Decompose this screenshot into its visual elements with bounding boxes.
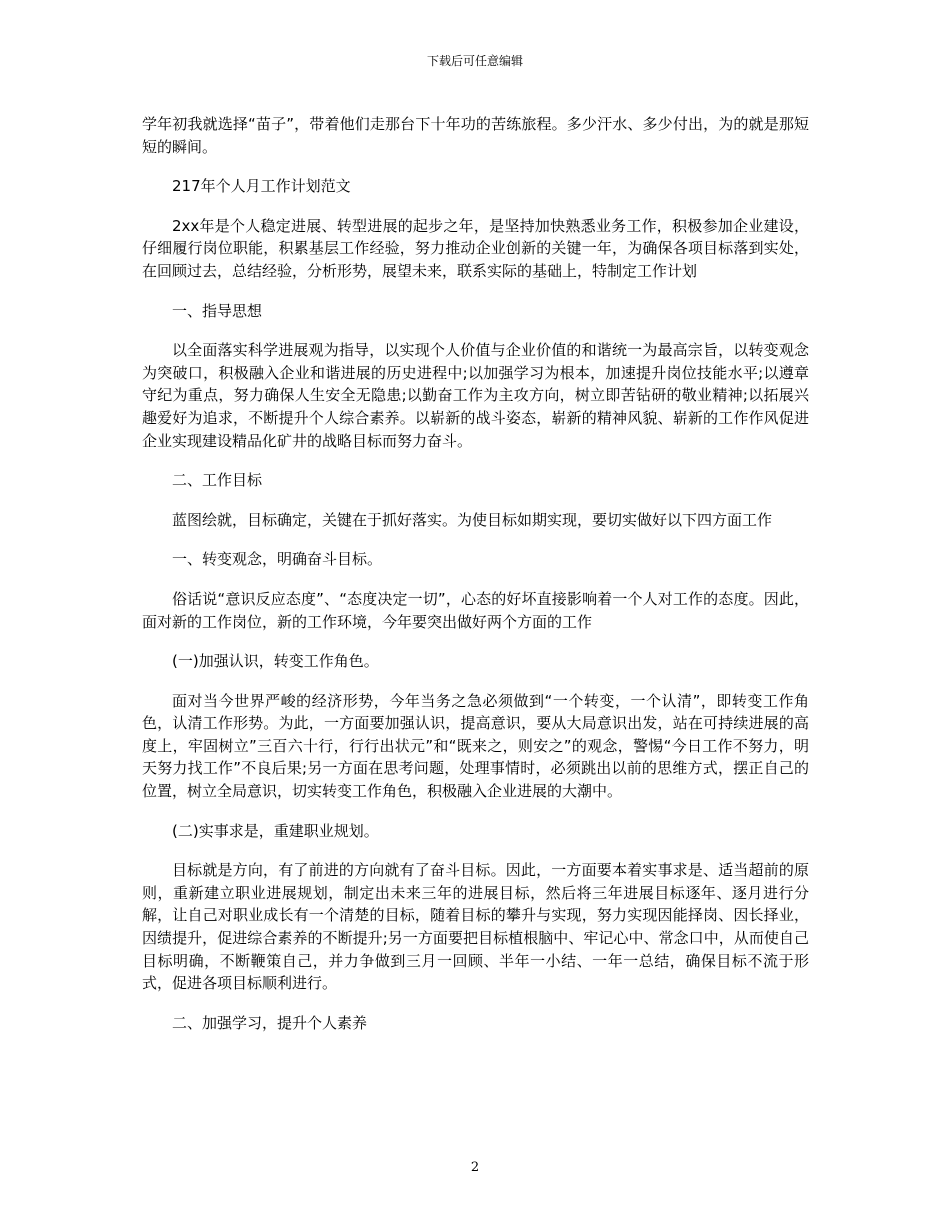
paragraph: (二)实事求是，重建职业规划。 — [172, 821, 379, 840]
paragraph: 一、转变观念，明确奋斗目标。 — [172, 550, 383, 569]
page-header: 下载后可任意编辑 — [426, 54, 523, 68]
paragraph: 217年个人月工作计划范文 — [172, 177, 351, 196]
paragraph: 蓝图绘就，目标确定，关键在于抓好落实。为使目标如期实现，要切实做好以下四方面工作 — [172, 510, 773, 529]
paragraph: (一)加强认识，转变工作角色。 — [172, 652, 379, 671]
paragraph: 以全面落实科学进展观为指导，以实现个人价值与企业价值的和谐统一为最高宗旨，以转变观念为突破口，积极融入企业和谐进展的历史进程中;以加强学习为根本，加速提升岗位技能水平;以遵章守纪为重点，努力确保人生安全无隐患;以勤奋工作为主攻方向，树立即苦钻研的敬业精神;以拓展兴趣爱好为追求，不断提升个人综合素养。以崭新的战斗姿态，崭新的精神风貌、崭新的工作作风促进企业实现建设精品化矿井的战略目标而努力奋斗。 — [142, 341, 809, 450]
page-number: 2 — [470, 1160, 480, 1175]
paragraph: 一、指导思想 — [172, 301, 263, 320]
document-body — [142, 113, 809, 1051]
paragraph: 目标就是方向，有了前进的方向就有了奋斗目标。因此，一方面要本着实事求是、适当超前的原则，重新建立职业进展规划，制定出未来三年的进展目标，然后将三年进展目标逐年、逐月进行分解，让自己对职业成长有一个清楚的目标，随着目标的攀升与实现，努力实现因能择岗、因长择业，因绩提升，促进综合素养的不断提升;另一方面要把目标植根脑中、牢记心中、常念口中，从而使自己目标明确，不断鞭策自己，并力争做到三月一回顾、半年一小结、一年一总结，确保目标不流于形式，促进各项目标顺利进行。 — [142, 861, 809, 993]
paragraph: 学年初我就选择“苗子”，带着他们走那台下十年功的苦练旅程。多少汗水、多少付出，为的就是那短短的瞬间。 — [142, 115, 809, 156]
paragraph: 二、工作目标 — [172, 471, 263, 490]
paragraph: 面对当今世界严峻的经济形势，今年当务之急必须做到“一个转变，一个认清”，即转变工作角色，认清工作形势。为此，一方面要加强认识，提高意识，要从大局意识出发，站在可持续进展的高度上，牢固树立”三百六十行，行行出状元”和“既来之，则安之”的观念，警惕“今日工作不努力，明天努力找工作”不良后果;另一方面在思考问题，处理事情时，必须跳出以前的思维方式，摆正自己的位置，树立全局意识，切实转变工作角色，积极融入企业进展的大潮中。 — [142, 691, 809, 801]
paragraph: 二、加强学习，提升个人素养 — [172, 1013, 368, 1032]
paragraph: 2xx年是个人稳定进展、转型进展的起步之年，是坚持加快熟悉业务工作，积极参加企业建设，仔细履行岗位职能，积累基层工作经验，努力推动企业创新的关键一年，为确保各项目标落到实处，在回顾过去，总结经验，分析形势，展望未来，联系实际的基础上，特制定工作计划 — [142, 216, 809, 280]
paragraph: 俗话说“意识反应态度”、“态度决定一切”，心态的好坏直接影响着一个人对工作的态度。因此，面对新的工作岗位，新的工作环境，今年要突出做好两个方面的工作 — [142, 589, 809, 631]
